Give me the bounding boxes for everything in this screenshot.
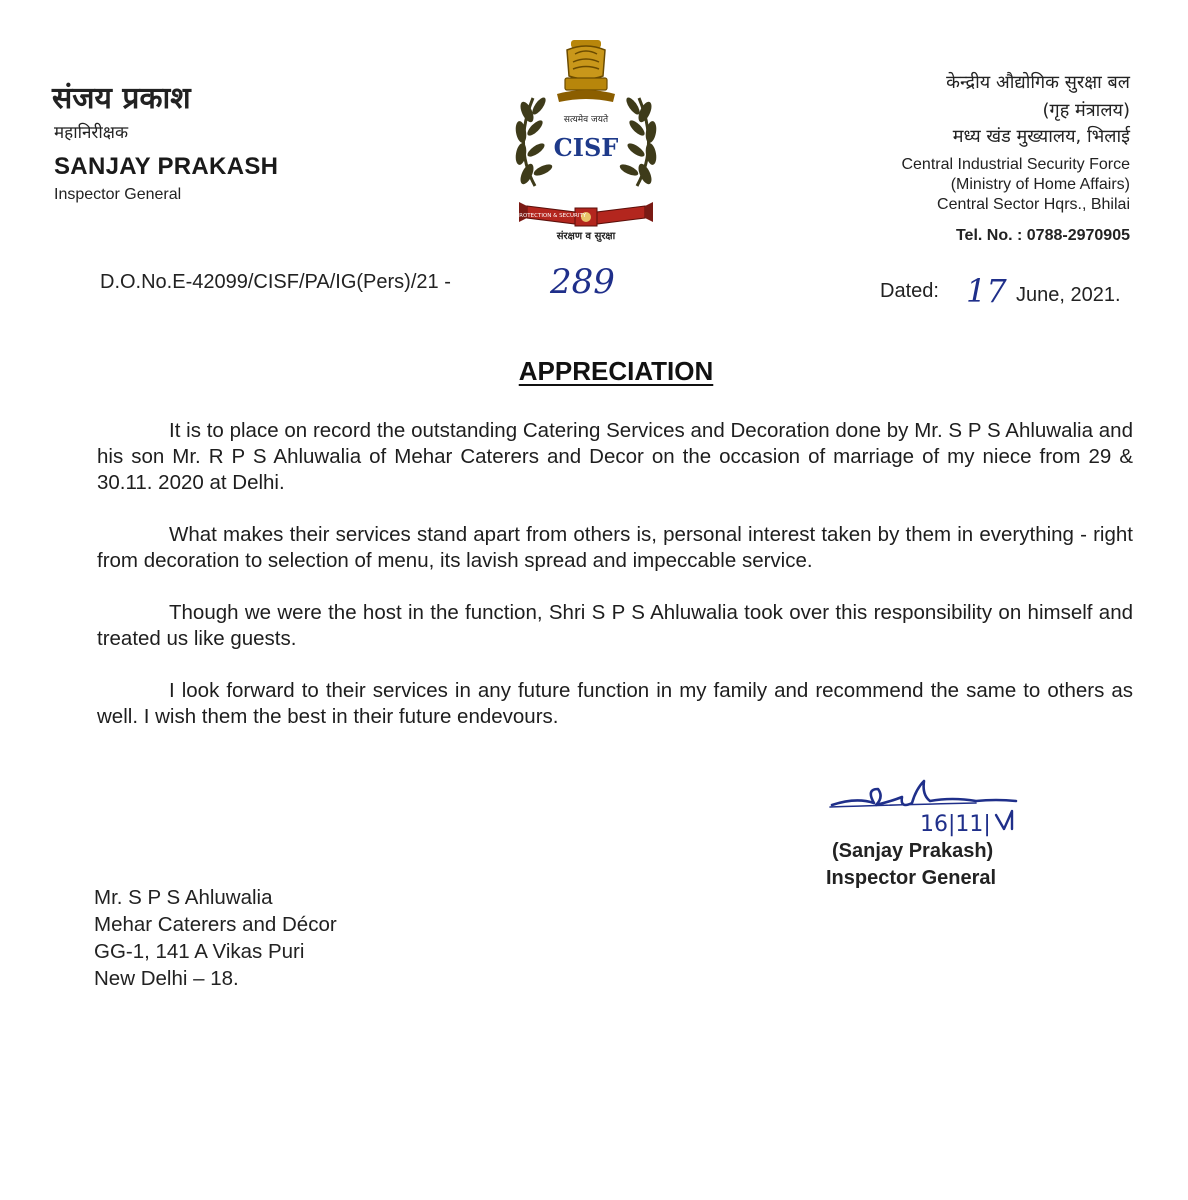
emblem-motto-top: सत्यमेव जयते xyxy=(563,115,609,125)
date-month-year: June, 2021. xyxy=(1016,284,1121,306)
addressee-city: New Delhi – 18. xyxy=(94,967,239,990)
org-hq-hindi: मध्य खंड मुख्यालय, भिलाई xyxy=(952,126,1130,147)
signature-date-handwritten: 16|11| xyxy=(920,812,991,837)
emblem-ribbon-text: PROTECTION & SECURITY xyxy=(515,213,587,219)
date-label: Dated: xyxy=(880,280,939,302)
addressee-street: GG-1, 141 A Vikas Puri xyxy=(94,940,305,963)
addressee-company: Mehar Caterers and Décor xyxy=(94,913,337,936)
date-day-handwritten: 17 xyxy=(966,272,1007,310)
emblem-motto-bottom: संरक्षण व सुरक्षा xyxy=(556,231,616,242)
org-ministry-hindi: (गृह मंत्रालय) xyxy=(1042,100,1130,121)
letter-body xyxy=(97,418,1133,756)
org-name-hindi: केन्द्रीय औद्योगिक सुरक्षा बल xyxy=(946,72,1130,93)
body-paragraph: It is to place on record the outstanding Catering Services and Decoration done by Mr. S P S Ahluwalia and his son Mr. R P S Ahluwalia of Mehar Caterers and Decor on the occasion of marriage of my niece from 29 & 30.11. 2020 at Delhi. xyxy=(97,419,1133,494)
sender-designation: Inspector General xyxy=(54,186,182,203)
reference-number-handwritten: 289 xyxy=(550,262,615,302)
addressee-block xyxy=(94,884,337,992)
signatory-designation: Inspector General xyxy=(826,867,997,889)
body-paragraph: Though we were the host in the function, Shri S P S Ahluwalia took over this responsibility on himself and treated us like guests. xyxy=(97,601,1133,650)
org-telephone: Tel. No. : 0788-2970905 xyxy=(955,227,1130,244)
cisf-emblem xyxy=(505,36,667,246)
lion-capital-icon xyxy=(557,40,615,102)
org-hq: Central Sector Hqrs., Bhilai xyxy=(937,196,1130,213)
sender-name-hindi: संजय प्रकाश xyxy=(52,81,191,116)
emblem-label: CISF xyxy=(553,133,619,162)
body-paragraph: What makes their services stand apart from others is, personal interest taken by them in everything - right from decoration to selection of menu, its lavish spread and impeccable service. xyxy=(97,523,1133,572)
addressee-name: Mr. S P S Ahluwalia xyxy=(94,886,273,909)
letter-title: APPRECIATION xyxy=(518,356,714,386)
sender-designation-hindi: महानिरीक्षक xyxy=(54,123,129,143)
sender-name: SANJAY PRAKASH xyxy=(54,153,279,180)
org-ministry: (Ministry of Home Affairs) xyxy=(950,176,1130,193)
reference-prefix: D.O.No.E-42099/CISF/PA/IG(Pers)/21 - xyxy=(100,271,451,293)
org-name: Central Industrial Security Force xyxy=(901,156,1130,173)
body-paragraph: I look forward to their services in any future function in my family and recommend the same to others as well. I wish them the best in their future endevours. xyxy=(97,679,1133,728)
signatory-name: (Sanjay Prakash) xyxy=(832,840,994,862)
signature xyxy=(826,775,1026,837)
